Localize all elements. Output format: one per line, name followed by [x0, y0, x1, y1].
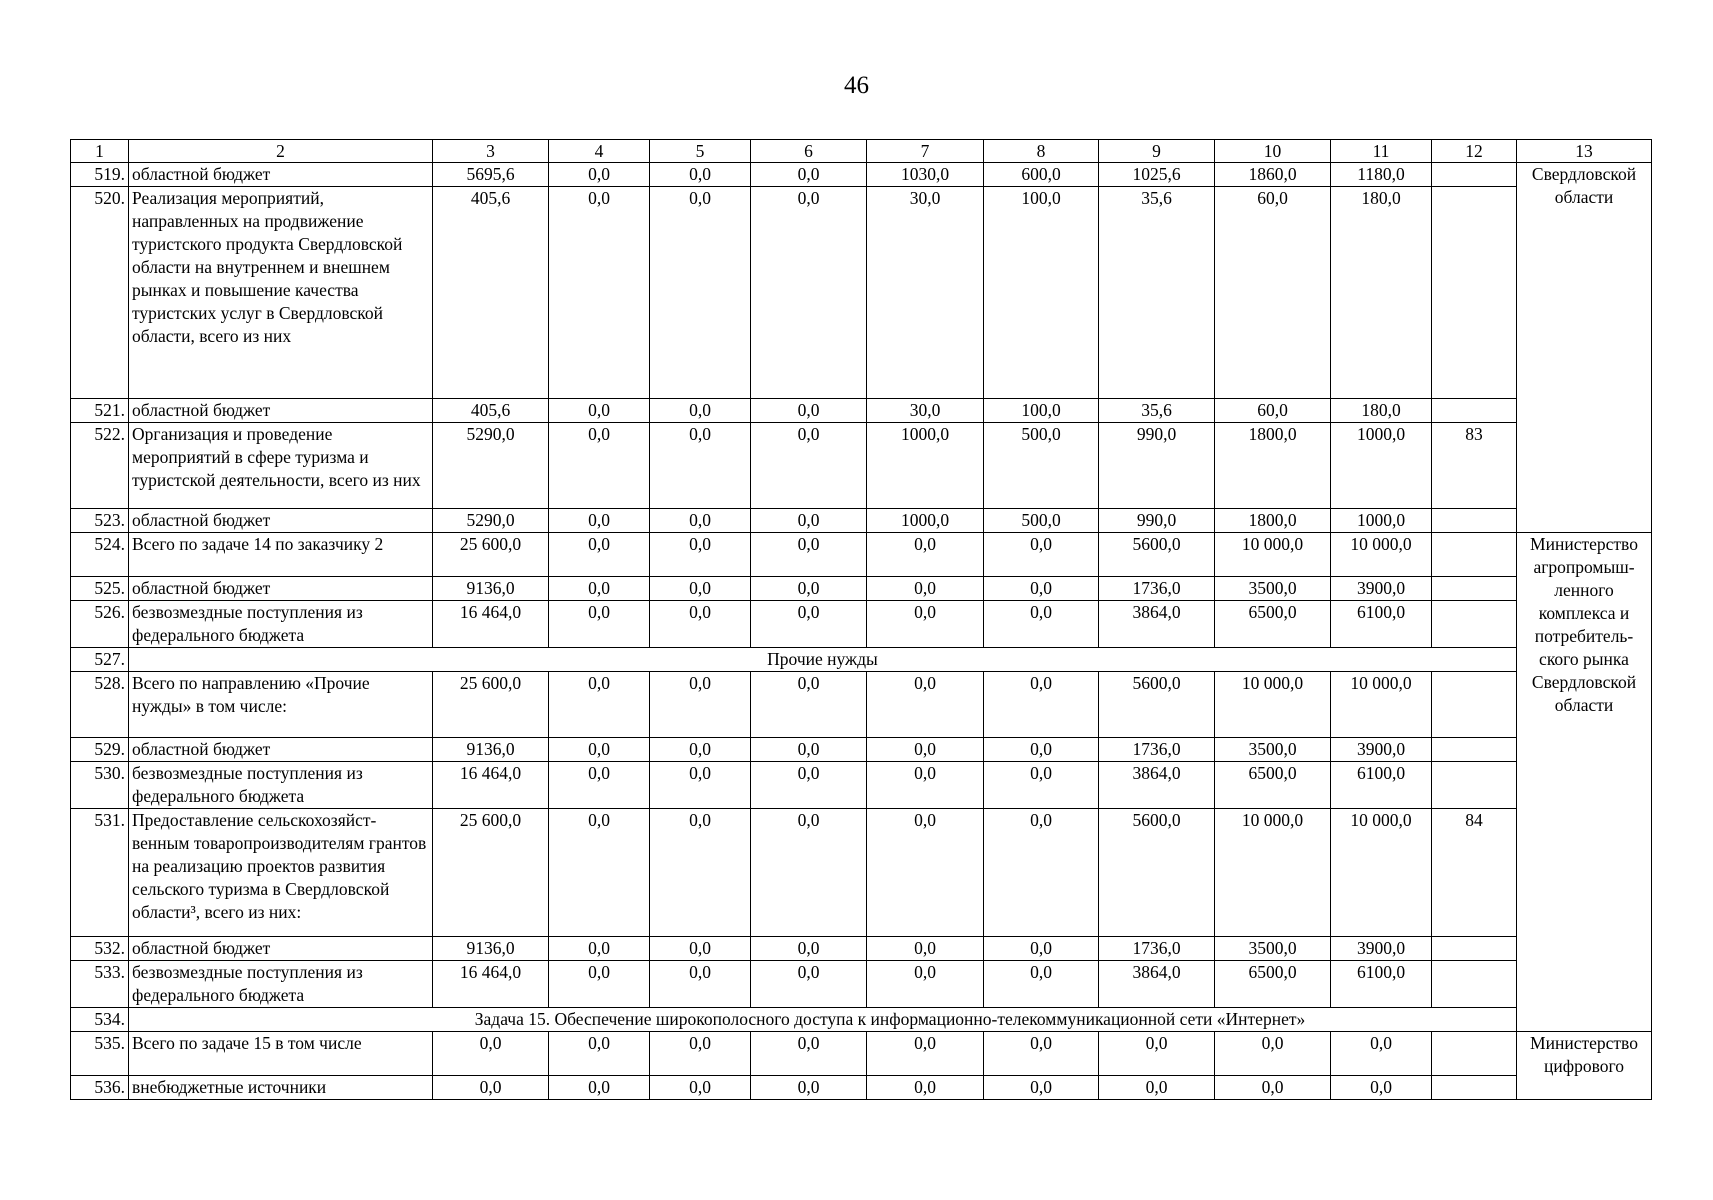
value-cell: 0,0 [751, 399, 867, 423]
column-header: 4 [549, 140, 650, 163]
table-row [71, 1032, 1652, 1076]
value-cell: 990,0 [1099, 423, 1215, 509]
value-cell [1432, 163, 1517, 187]
value-cell: 0,0 [549, 399, 650, 423]
row-name: Всего по задаче 15 в том числе [129, 1032, 433, 1076]
value-cell: 0,0 [549, 577, 650, 601]
value-cell: 6100,0 [1331, 601, 1432, 648]
value-cell: 0,0 [984, 937, 1099, 961]
row-number: 521. [71, 399, 129, 423]
value-cell: 990,0 [1099, 509, 1215, 533]
value-cell: 100,0 [984, 399, 1099, 423]
value-cell: 180,0 [1331, 399, 1432, 423]
row-number: 532. [71, 937, 129, 961]
value-cell: 0,0 [650, 762, 751, 809]
value-cell: 9136,0 [433, 937, 549, 961]
value-cell [1432, 1032, 1517, 1076]
value-cell: 0,0 [867, 961, 984, 1008]
value-cell: 30,0 [867, 187, 984, 399]
value-cell: 600,0 [984, 163, 1099, 187]
value-cell: 0,0 [751, 423, 867, 509]
executor-line: комплекса и [1538, 603, 1630, 623]
value-cell: 0,0 [549, 672, 650, 738]
header-row [71, 140, 1652, 163]
row-name: областной бюджет [129, 163, 433, 187]
value-cell: 0,0 [549, 601, 650, 648]
table-row [71, 163, 1652, 187]
value-cell: 0,0 [984, 577, 1099, 601]
value-cell: 1800,0 [1215, 509, 1331, 533]
value-cell: 1030,0 [867, 163, 984, 187]
value-cell: 0,0 [650, 399, 751, 423]
executor-line: цифрового [1544, 1056, 1624, 1076]
row-number: 530. [71, 762, 129, 809]
row-number: 525. [71, 577, 129, 601]
value-cell: 0,0 [751, 1032, 867, 1076]
section-title: Задача 15. Обеспечение широкополосного доступа к информационно-телекоммуникационной сети «Интернет» [129, 1008, 1652, 1032]
value-cell: 0,0 [751, 577, 867, 601]
value-cell: 25 600,0 [433, 809, 549, 937]
value-cell [1432, 961, 1517, 1008]
value-cell: 3900,0 [1331, 577, 1432, 601]
row-number: 529. [71, 738, 129, 762]
value-cell: 0,0 [549, 163, 650, 187]
table-row [71, 762, 1652, 809]
value-cell: 0,0 [549, 509, 650, 533]
value-cell: 6500,0 [1215, 762, 1331, 809]
value-cell: 0,0 [751, 533, 867, 577]
column-header: 11 [1331, 140, 1432, 163]
value-cell [1432, 533, 1517, 577]
value-cell: 0,0 [984, 533, 1099, 577]
column-header: 1 [71, 140, 129, 163]
value-cell: 5695,6 [433, 163, 549, 187]
row-name: Всего по задаче 14 по заказчику 2 [129, 533, 433, 577]
table-row [71, 1008, 1652, 1032]
row-name: областной бюджет [129, 509, 433, 533]
table-row [71, 1076, 1652, 1100]
value-cell: 1736,0 [1099, 577, 1215, 601]
table-row [71, 399, 1652, 423]
value-cell: 3900,0 [1331, 937, 1432, 961]
value-cell: 0,0 [751, 738, 867, 762]
value-cell: 0,0 [867, 809, 984, 937]
value-cell: 0,0 [751, 1076, 867, 1100]
value-cell: 0,0 [650, 601, 751, 648]
table-row [71, 187, 1652, 399]
row-number: 533. [71, 961, 129, 1008]
value-cell: 1000,0 [867, 423, 984, 509]
executor-line: Министерство [1530, 534, 1638, 554]
value-cell: 0,0 [751, 163, 867, 187]
value-cell: 0,0 [984, 1032, 1099, 1076]
row-name: внебюджетные источники [129, 1076, 433, 1100]
value-cell: 3500,0 [1215, 577, 1331, 601]
executor-line: области [1554, 695, 1614, 715]
value-cell: 3500,0 [1215, 738, 1331, 762]
value-cell: 0,0 [751, 961, 867, 1008]
row-name: безвозмездные поступления из федерального бюджета [129, 961, 433, 1008]
column-header: 10 [1215, 140, 1331, 163]
column-header: 8 [984, 140, 1099, 163]
value-cell: 10 000,0 [1331, 672, 1432, 738]
value-cell: 0,0 [1215, 1076, 1331, 1100]
value-cell: 0,0 [867, 937, 984, 961]
table-row [71, 601, 1652, 648]
table-row [71, 648, 1652, 672]
value-cell: 16 464,0 [433, 762, 549, 809]
row-number: 536. [71, 1076, 129, 1100]
value-cell: 5600,0 [1099, 533, 1215, 577]
value-cell: 0,0 [1099, 1032, 1215, 1076]
executor-line: агропромыш- [1533, 557, 1635, 577]
column-header: 7 [867, 140, 984, 163]
value-cell: 30,0 [867, 399, 984, 423]
value-cell: 0,0 [984, 738, 1099, 762]
value-cell: 0,0 [751, 762, 867, 809]
row-name: Организация и проведение мероприятий в сфере туризма и туристской деятельности, всего из них [129, 423, 433, 509]
value-cell: 0,0 [867, 577, 984, 601]
row-name: Предоставление сельскохозяйст-венным товаропроизводителям грантов на реализацию проектов развития сельского туризма в Свердловской области³, всего из них: [129, 809, 433, 937]
value-cell: 35,6 [1099, 187, 1215, 399]
page-number: 46 [844, 72, 869, 99]
value-cell: 0,0 [650, 533, 751, 577]
row-number: 519. [71, 163, 129, 187]
value-cell: 0,0 [650, 423, 751, 509]
value-cell: 0,0 [650, 672, 751, 738]
value-cell: 0,0 [549, 961, 650, 1008]
value-cell: 500,0 [984, 509, 1099, 533]
value-cell: 1800,0 [1215, 423, 1331, 509]
value-cell: 0,0 [867, 762, 984, 809]
value-cell [1432, 672, 1517, 738]
value-cell: 0,0 [549, 738, 650, 762]
value-cell: 500,0 [984, 423, 1099, 509]
value-cell: 60,0 [1215, 399, 1331, 423]
value-cell: 0,0 [1215, 1032, 1331, 1076]
row-number: 531. [71, 809, 129, 937]
value-cell: 6500,0 [1215, 961, 1331, 1008]
value-cell: 60,0 [1215, 187, 1331, 399]
executor-line: Министерство [1530, 1033, 1638, 1053]
value-cell [1432, 762, 1517, 809]
value-cell: 0,0 [1099, 1076, 1215, 1100]
value-cell [1432, 509, 1517, 533]
value-cell: 10 000,0 [1215, 809, 1331, 937]
value-cell [1432, 738, 1517, 762]
row-name: областной бюджет [129, 577, 433, 601]
value-cell: 0,0 [650, 1032, 751, 1076]
value-cell: 1860,0 [1215, 163, 1331, 187]
executor-line: области [1554, 187, 1614, 207]
row-number: 535. [71, 1032, 129, 1076]
value-cell [1432, 399, 1517, 423]
value-cell: 0,0 [650, 937, 751, 961]
value-cell: 0,0 [549, 762, 650, 809]
column-header: 5 [650, 140, 751, 163]
value-cell: 5290,0 [433, 509, 549, 533]
table-row [71, 509, 1652, 533]
value-cell: 0,0 [549, 937, 650, 961]
value-cell: 405,6 [433, 187, 549, 399]
value-cell: 0,0 [650, 187, 751, 399]
value-cell: 0,0 [549, 1076, 650, 1100]
value-cell: 180,0 [1331, 187, 1432, 399]
value-cell: 0,0 [867, 601, 984, 648]
value-cell: 3900,0 [1331, 738, 1432, 762]
row-number: 528. [71, 672, 129, 738]
table-row [71, 577, 1652, 601]
value-cell: 0,0 [751, 601, 867, 648]
value-cell: 0,0 [433, 1076, 549, 1100]
value-cell: 6500,0 [1215, 601, 1331, 648]
executor-line: Свердловской [1531, 164, 1637, 184]
table-row [71, 423, 1652, 509]
value-cell: 5600,0 [1099, 672, 1215, 738]
value-cell: 0,0 [549, 809, 650, 937]
value-cell: 0,0 [1331, 1076, 1432, 1100]
value-cell: 0,0 [433, 1032, 549, 1076]
value-cell: 0,0 [1331, 1032, 1432, 1076]
table-row [71, 961, 1652, 1008]
table-row [71, 809, 1652, 937]
section-title: Прочие нужды [129, 648, 1517, 672]
value-cell: 0,0 [867, 1032, 984, 1076]
value-cell: 5600,0 [1099, 809, 1215, 937]
value-cell: 0,0 [867, 1076, 984, 1100]
value-cell: 0,0 [867, 738, 984, 762]
value-cell: 3500,0 [1215, 937, 1331, 961]
value-cell: 0,0 [984, 961, 1099, 1008]
value-cell: 16 464,0 [433, 601, 549, 648]
value-cell: 5290,0 [433, 423, 549, 509]
value-cell [1432, 1076, 1517, 1100]
row-number: 534. [71, 1008, 129, 1032]
value-cell: 3864,0 [1099, 601, 1215, 648]
value-cell: 10 000,0 [1331, 533, 1432, 577]
value-cell: 0,0 [984, 601, 1099, 648]
row-name: Реализация мероприятий, направленных на продвижение туристского продукта Свердловской области на внутреннем и внешнем рынках и повышение качества туристских услуг в Свердловской области, всего из них [129, 187, 433, 399]
value-cell [1432, 937, 1517, 961]
value-cell [1432, 601, 1517, 648]
value-cell: 35,6 [1099, 399, 1215, 423]
value-cell: 0,0 [867, 672, 984, 738]
row-name: безвозмездные поступления из федерального бюджета [129, 762, 433, 809]
executor-line: ленного [1554, 580, 1614, 600]
row-number: 520. [71, 187, 129, 399]
value-cell: 0,0 [984, 672, 1099, 738]
value-cell: 0,0 [650, 509, 751, 533]
value-cell: 0,0 [549, 1032, 650, 1076]
value-cell: 0,0 [751, 937, 867, 961]
row-number: 526. [71, 601, 129, 648]
value-cell [1432, 577, 1517, 601]
row-name: областной бюджет [129, 399, 433, 423]
value-cell: 9136,0 [433, 738, 549, 762]
executor-line: ского рынка [1539, 649, 1629, 669]
value-cell: 25 600,0 [433, 533, 549, 577]
value-cell: 6100,0 [1331, 762, 1432, 809]
table-row [71, 937, 1652, 961]
table-row [71, 672, 1652, 738]
value-cell: 10 000,0 [1215, 672, 1331, 738]
value-cell: 83 [1432, 423, 1517, 509]
row-name: безвозмездные поступления из федерального бюджета [129, 601, 433, 648]
row-number: 523. [71, 509, 129, 533]
value-cell: 16 464,0 [433, 961, 549, 1008]
value-cell: 1180,0 [1331, 163, 1432, 187]
column-header: 3 [433, 140, 549, 163]
row-number: 524. [71, 533, 129, 577]
row-number: 522. [71, 423, 129, 509]
value-cell: 84 [1432, 809, 1517, 937]
executor-cell [1517, 163, 1652, 533]
value-cell: 1025,6 [1099, 163, 1215, 187]
value-cell: 0,0 [650, 163, 751, 187]
row-name: Всего по направлению «Прочие нужды» в том числе: [129, 672, 433, 738]
value-cell: 9136,0 [433, 577, 549, 601]
executor-line: потребитель- [1534, 626, 1634, 646]
value-cell: 0,0 [984, 809, 1099, 937]
row-name: областной бюджет [129, 738, 433, 762]
executor-cell [1517, 1032, 1652, 1100]
column-header: 12 [1432, 140, 1517, 163]
value-cell [1432, 187, 1517, 399]
executor-line: Свердловской [1531, 672, 1637, 692]
value-cell: 0,0 [650, 577, 751, 601]
value-cell: 1736,0 [1099, 738, 1215, 762]
value-cell: 10 000,0 [1331, 809, 1432, 937]
value-cell: 0,0 [751, 809, 867, 937]
value-cell: 0,0 [650, 809, 751, 937]
value-cell: 0,0 [549, 533, 650, 577]
value-cell: 0,0 [751, 509, 867, 533]
value-cell: 0,0 [650, 738, 751, 762]
value-cell: 1736,0 [1099, 937, 1215, 961]
value-cell: 0,0 [650, 961, 751, 1008]
column-header: 9 [1099, 140, 1215, 163]
value-cell: 0,0 [984, 1076, 1099, 1100]
value-cell: 0,0 [984, 762, 1099, 809]
budget-table [70, 139, 1652, 1100]
value-cell: 0,0 [751, 672, 867, 738]
value-cell: 405,6 [433, 399, 549, 423]
row-number: 527. [71, 648, 129, 672]
value-cell: 6100,0 [1331, 961, 1432, 1008]
table-row [71, 533, 1652, 577]
row-name: областной бюджет [129, 937, 433, 961]
value-cell: 100,0 [984, 187, 1099, 399]
value-cell: 3864,0 [1099, 762, 1215, 809]
value-cell: 0,0 [549, 187, 650, 399]
column-header: 13 [1517, 140, 1652, 163]
value-cell: 0,0 [751, 187, 867, 399]
column-header: 2 [129, 140, 433, 163]
value-cell: 10 000,0 [1215, 533, 1331, 577]
value-cell: 0,0 [867, 533, 984, 577]
table-row [71, 738, 1652, 762]
value-cell: 0,0 [549, 423, 650, 509]
value-cell: 1000,0 [1331, 509, 1432, 533]
value-cell: 25 600,0 [433, 672, 549, 738]
value-cell: 1000,0 [867, 509, 984, 533]
executor-cell [1517, 533, 1652, 1032]
column-header: 6 [751, 140, 867, 163]
value-cell: 0,0 [650, 1076, 751, 1100]
value-cell: 1000,0 [1331, 423, 1432, 509]
value-cell: 3864,0 [1099, 961, 1215, 1008]
